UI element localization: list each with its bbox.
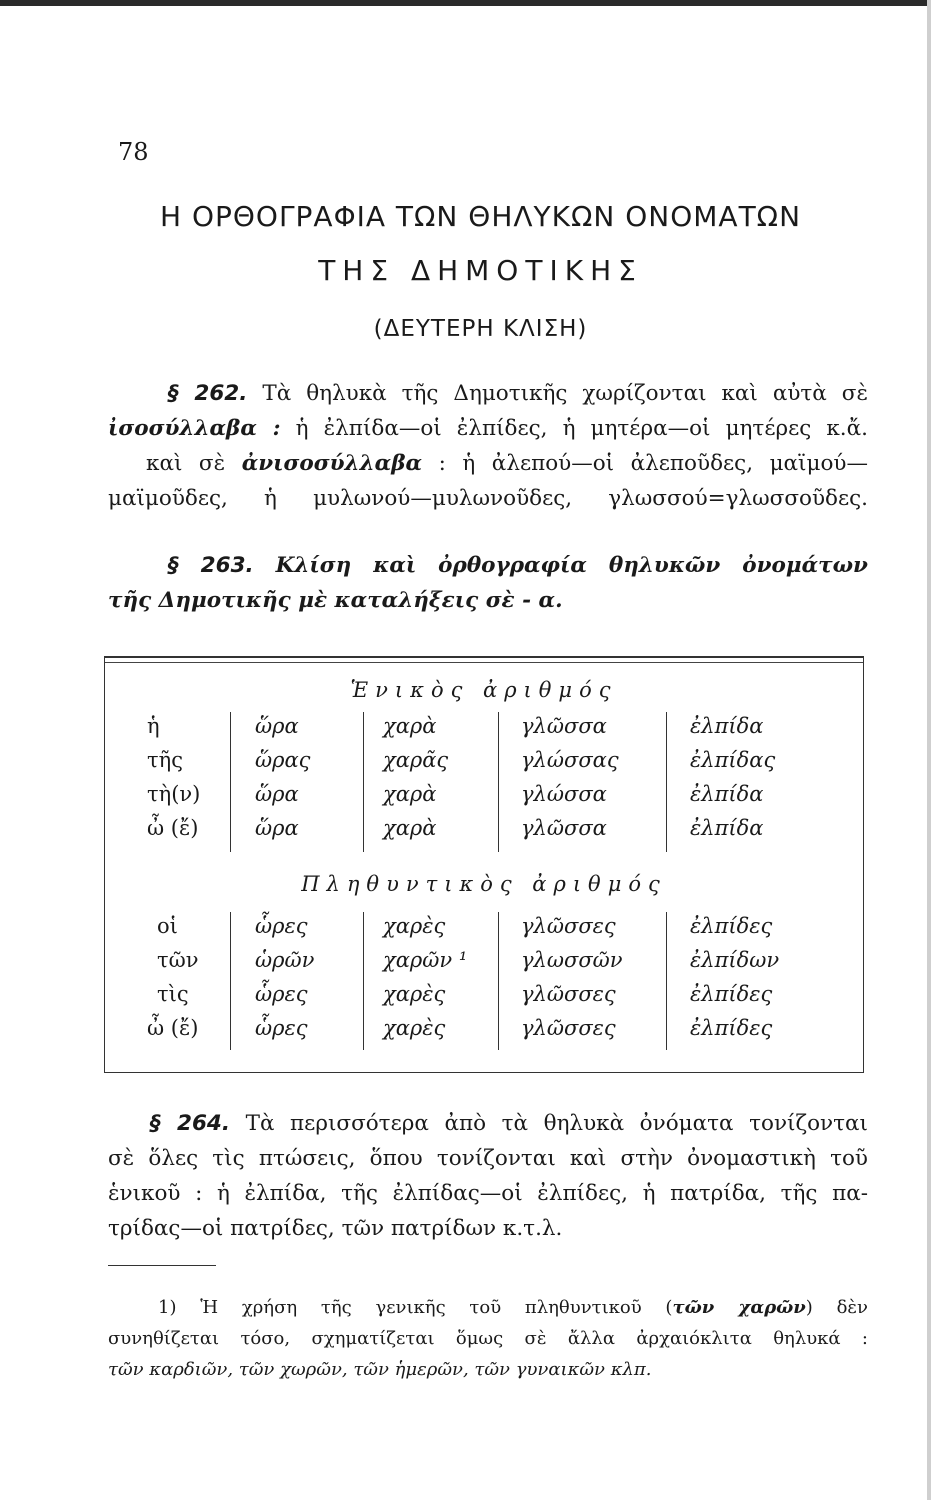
article-cell: οἱ bbox=[157, 914, 178, 938]
s263-number: § 263. bbox=[168, 553, 254, 578]
table-row bbox=[105, 782, 863, 816]
glossa-cell: γλῶσσες bbox=[521, 914, 616, 938]
elpida-cell: ἐλπίδων bbox=[690, 948, 780, 972]
chara-cell: χαρὰ bbox=[383, 782, 437, 806]
s262-line-2 bbox=[108, 411, 868, 446]
chara-cell: χαρᾶς bbox=[383, 748, 449, 772]
ora-cell: ὧρες bbox=[255, 982, 308, 1006]
elpida-cell: ἐλπίδα bbox=[690, 782, 764, 806]
elpida-cell: ἐλπίδα bbox=[690, 816, 764, 840]
footnote-line-2: συνηθίζεται τόσο, σχηματίζεται ὅμως σὲ ἄλλα ἀρχαιόκλιτα θηλυκά : bbox=[108, 1328, 868, 1349]
s262-line-3-pre: καὶ σὲ bbox=[146, 451, 242, 476]
chara-cell: χαρὲς bbox=[383, 982, 446, 1006]
article-cell: ὦ (ἔ) bbox=[147, 816, 199, 840]
glossa-cell: γλώσσας bbox=[521, 748, 619, 772]
section-263 bbox=[108, 548, 868, 618]
s262-line-3-text: : ἡ ἀλεπού—οἱ ἀλεποῦδες, μαϊμού— bbox=[422, 451, 868, 476]
footnote-line-1-post: ) δὲν bbox=[805, 1297, 869, 1318]
chara-cell: χαρὲς bbox=[383, 1016, 446, 1040]
table-row bbox=[105, 714, 863, 748]
ora-cell: ὥρα bbox=[255, 782, 299, 806]
title-line-2: ΤΗΣ ΔΗΜΟΤΙΚΗΣ bbox=[318, 254, 643, 287]
article-cell: ὦ (ἔ) bbox=[147, 1016, 199, 1040]
table-row bbox=[105, 816, 863, 850]
chara-cell: χαρῶν ¹ bbox=[383, 948, 468, 972]
s263-title-1: Κλίση καὶ ὀρθογραφία θηλυκῶν ὀνομάτων bbox=[253, 553, 868, 578]
title-line-1: Η ΟΡΘΟΓΡΑΦΙΑ ΤΩΝ ΘΗΛΥΚΩΝ ΟΝΟΜΑΤΩΝ bbox=[159, 200, 802, 233]
table-row bbox=[105, 982, 863, 1016]
footnote bbox=[108, 1292, 868, 1385]
table-top-rule bbox=[105, 662, 863, 663]
elpida-cell: ἐλπίδες bbox=[690, 1016, 773, 1040]
s264-line-2: σὲ ὅλες τὶς πτώσεις, ὅπου τονίζονται καὶ στὴν ὀνομαστικὴ τοῦ bbox=[108, 1146, 868, 1171]
s264-line-4: τρίδας—οἱ πατρίδες, τῶν πατρίδων κ.τ.λ. bbox=[108, 1216, 563, 1241]
singular-header: Ἑνικὸς ἀριθμός bbox=[350, 678, 618, 702]
s263-line-1 bbox=[108, 548, 868, 583]
article-cell: τὶς bbox=[157, 982, 189, 1006]
title-line-3: (ΔΕΥΤΕΡΗ ΚΛΙΣΗ) bbox=[373, 316, 588, 342]
chara-cell: χαρὰ bbox=[383, 714, 437, 738]
s264-number: § 264. bbox=[150, 1111, 231, 1136]
glossa-cell: γλῶσσες bbox=[521, 1016, 616, 1040]
ora-cell: ὥρα bbox=[255, 714, 299, 738]
glossa-cell: γλωσσῶν bbox=[521, 948, 623, 972]
table-row bbox=[105, 948, 863, 982]
glossa-cell: γλώσσα bbox=[521, 782, 607, 806]
s262-term-anisosyllaba: ἀνισοσύλλαβα bbox=[241, 451, 423, 476]
s262-term-isosyllaba: ἰσοσύλλαβα : bbox=[108, 416, 281, 441]
s264-line-1 bbox=[108, 1106, 868, 1141]
table-row bbox=[105, 1016, 863, 1050]
elpida-cell: ἐλπίδας bbox=[690, 748, 776, 772]
s262-line-4: μαϊμοῦδες, ἡ μυλωνού—μυλωνοῦδες, γλωσσού=γλωσσοῦδες. bbox=[108, 486, 868, 511]
chara-cell: χαρὰ bbox=[383, 816, 437, 840]
elpida-cell: ἐλπίδα bbox=[690, 714, 764, 738]
table-row bbox=[105, 748, 863, 782]
article-cell: τῆς bbox=[147, 748, 183, 772]
s262-number: § 262. bbox=[168, 381, 248, 406]
s262-line-2-text: ἡ ἐλπίδα—οἱ ἐλπίδες, ἡ μητέρα—οἱ μητέρες κ.ἄ. bbox=[280, 416, 868, 441]
ora-cell: ὥρας bbox=[255, 748, 311, 772]
ora-cell: ὧρες bbox=[255, 914, 308, 938]
glossa-cell: γλῶσσα bbox=[521, 816, 607, 840]
declension-table bbox=[104, 656, 864, 1073]
table-row bbox=[105, 914, 863, 948]
section-262 bbox=[108, 376, 868, 516]
elpida-cell: ἐλπίδες bbox=[690, 914, 773, 938]
article-cell: ἡ bbox=[147, 714, 160, 738]
ora-cell: ὥρα bbox=[255, 816, 299, 840]
s264-line-1-text: Τὰ περισσότερα ἀπὸ τὰ θηλυκὰ ὀνόματα τονίζονται bbox=[230, 1111, 868, 1136]
page-number: 78 bbox=[118, 138, 149, 166]
page-top-edge bbox=[0, 0, 931, 6]
section-264 bbox=[108, 1106, 868, 1246]
footnote-example: τῶν χαρῶν bbox=[672, 1297, 806, 1318]
glossa-cell: γλῶσσα bbox=[521, 714, 607, 738]
s263-line-2: τῆς Δημοτικῆς μὲ καταλήξεις σὲ - α. bbox=[108, 588, 563, 613]
footnote-line-1-pre: 1) Ἡ χρήση τῆς γενικῆς τοῦ πληθυντικοῦ ( bbox=[158, 1297, 673, 1318]
glossa-cell: γλῶσσες bbox=[521, 982, 616, 1006]
s262-line-1-text: Τὰ θηλυκὰ τῆς Δημοτικῆς χωρίζονται καὶ αὐτὰ σὲ bbox=[247, 381, 868, 406]
footnote-line-3: τῶν καρδιῶν, τῶν χωρῶν, τῶν ἡμερῶν, τῶν γυναικῶν κλπ. bbox=[108, 1359, 652, 1380]
s264-line-3: ἑνικοῦ : ἡ ἐλπίδα, τῆς ἐλπίδας—οἱ ἐλπίδες, ἡ πατρίδα, τῆς πα- bbox=[108, 1181, 868, 1206]
ora-cell: ὡρῶν bbox=[255, 948, 315, 972]
s262-line-3 bbox=[108, 446, 868, 481]
article-cell: τὴ(ν) bbox=[147, 782, 201, 806]
s262-line-1 bbox=[108, 376, 868, 411]
footnote-rule bbox=[108, 1265, 216, 1266]
ora-cell: ὧρες bbox=[255, 1016, 308, 1040]
plural-header: Πληθυντικὸς ἀριθμός bbox=[301, 872, 667, 896]
elpida-cell: ἐλπίδες bbox=[690, 982, 773, 1006]
article-cell: τῶν bbox=[157, 948, 199, 972]
chara-cell: χαρὲς bbox=[383, 914, 446, 938]
footnote-line-1 bbox=[108, 1292, 868, 1323]
